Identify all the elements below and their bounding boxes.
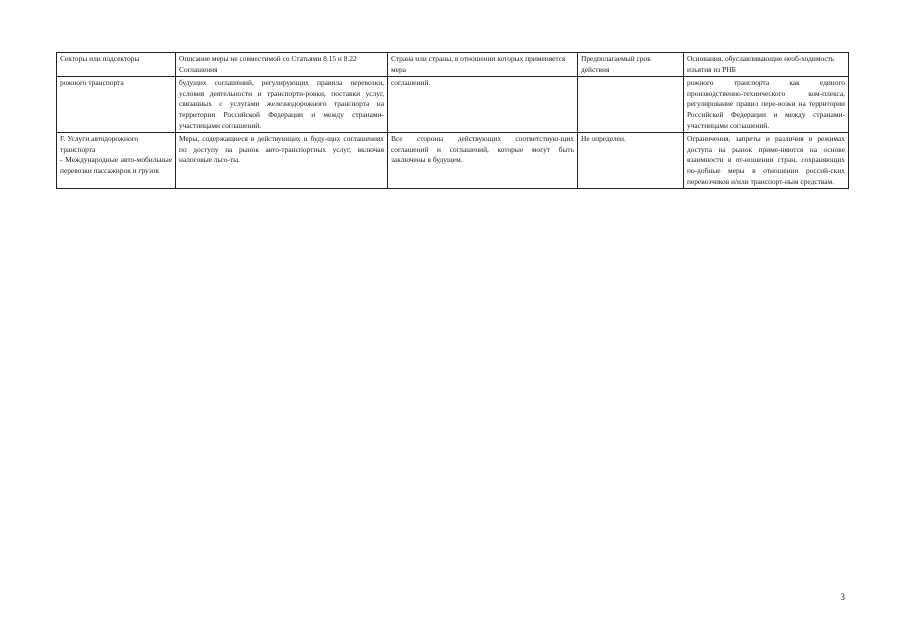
cell-term: Не определен. bbox=[578, 133, 684, 189]
table-body bbox=[57, 77, 849, 189]
cell-term bbox=[578, 77, 684, 133]
table-header bbox=[57, 53, 849, 77]
table-row bbox=[57, 77, 849, 133]
sector-line: F. Услуги автодорожного транспорта bbox=[60, 134, 139, 154]
sector-line: - Международные авто-мобильные перевозки пассажиров и грузов bbox=[60, 155, 172, 175]
page-number: 3 bbox=[840, 592, 845, 602]
cell-countries: Все стороны действующих соответствую-щих соглашений и соглашений, которые могут быть заключены в будущем. bbox=[388, 133, 578, 189]
header-description: Описание меры не совместимой со Статьями 8.15 и 8.22 Соглашения bbox=[176, 53, 388, 77]
header-sectors: Секторы или подсекторы bbox=[57, 53, 176, 77]
header-term: Предполагаемый срок действия bbox=[578, 53, 684, 77]
header-countries: Страна или страны, в отношении которых применяется мера bbox=[388, 53, 578, 77]
cell-description: Меры, содержащиеся в действующих и буду-щих соглашениях по доступу на рынок авто-транспортных услуг, включая налоговые льго-ты. bbox=[176, 133, 388, 189]
cell-sector bbox=[57, 133, 176, 189]
sector-line: рожного транспорта bbox=[60, 78, 124, 88]
cell-grounds: рожного транспорта как единого производственно-технического ком-плекса, регулирование правил пере-возки на территории Российской Федерации и между странами-участницами соглашений. bbox=[684, 77, 849, 133]
table-row bbox=[57, 133, 849, 189]
cell-grounds: Ограничения, запреты и различия в режимах доступа на рынок приме-няются на основе взаимности в от-ношении стран, сохраняющих по-добные меры в отношении россий-ских перевозчиков и/или транспорт-ным средствам. bbox=[684, 133, 849, 189]
cell-description: будущих соглашений, регулирующих правила перевозки, условия деятельности и транспорти-ровки, поставки услуг, связанных с услугами железнодорожного транспорта на территории Российской Федерации и между странами-участницами соглашений. bbox=[176, 77, 388, 133]
measures-table bbox=[56, 52, 849, 189]
header-grounds: Основания, обуславливающие необ-ходимость изъятия из РНБ bbox=[684, 53, 849, 77]
cell-countries: соглашений. bbox=[388, 77, 578, 133]
header-row bbox=[57, 53, 849, 77]
cell-sector bbox=[57, 77, 176, 133]
